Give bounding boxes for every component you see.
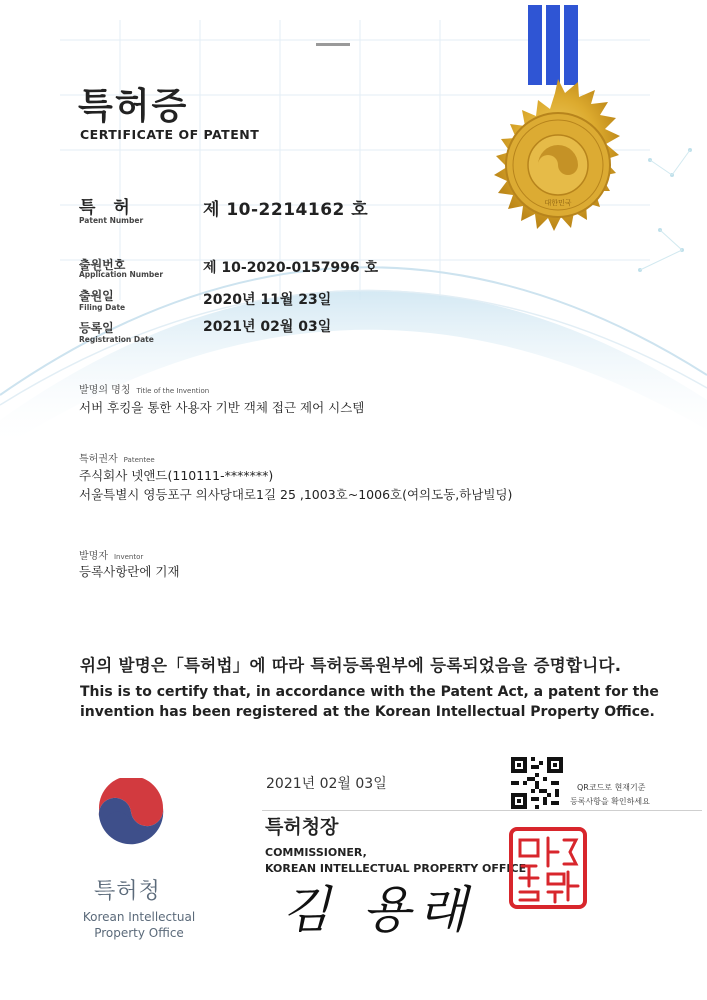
invention-label-ko: 발명의 명칭 bbox=[79, 385, 131, 396]
patentee-label-ko: 특허권자 bbox=[79, 454, 118, 465]
registration-date-value: 2021년 02월 03일 bbox=[203, 319, 332, 335]
invention-section-label bbox=[79, 378, 209, 397]
certificate-title-ko: 특허증 bbox=[78, 86, 189, 127]
patentee-name: 주식회사 넷앤드(110111-*******) bbox=[79, 468, 274, 483]
kipo-taegeuk-logo-icon bbox=[94, 778, 168, 852]
invention-title: 서버 후킹을 통한 사용자 기반 객체 접근 제어 시스템 bbox=[79, 400, 365, 415]
inventor-label-en: Inventor bbox=[113, 553, 144, 561]
kipo-name-en-line1: Korean Intellectual bbox=[82, 910, 196, 924]
filing-date-label-en: Filing Date bbox=[79, 303, 126, 312]
commissioner-signature: 김 용래 bbox=[282, 881, 475, 939]
inventor-value: 등록사항란에 기재 bbox=[79, 564, 180, 579]
registration-date-label-ko: 등록일 bbox=[79, 321, 114, 335]
application-number-label-ko: 출원번호 bbox=[79, 258, 126, 272]
certification-text-ko: 위의 발명은「특허법」에 따라 특허등록원부에 등록되었음을 증명합니다. bbox=[80, 656, 622, 675]
inventor-label-ko: 발명자 bbox=[79, 551, 108, 562]
issue-date: 2021년 02월 03일 bbox=[266, 776, 387, 792]
kipo-name-en-line2: Property Office bbox=[94, 926, 184, 940]
inventor-section-label bbox=[79, 544, 143, 563]
filing-date-value: 2020년 11월 23일 bbox=[203, 292, 332, 308]
qr-note-line1: QR코드로 현재기준 bbox=[577, 783, 646, 792]
patent-number-label-ko: 특 허 bbox=[79, 198, 136, 218]
patent-number-label-en: Patent Number bbox=[79, 216, 144, 225]
qr-note-line2: 등록사항을 확인하세요 bbox=[570, 797, 650, 806]
filing-date-label-ko: 출원일 bbox=[79, 289, 114, 303]
certification-text-en-line2: invention has been registered at the Korean Intellectual Property Office. bbox=[80, 704, 655, 720]
medal-text: 대한민국 bbox=[544, 199, 572, 207]
gold-medal-icon bbox=[470, 5, 650, 265]
qr-code-icon[interactable] bbox=[511, 757, 563, 809]
divider bbox=[262, 810, 702, 811]
patent-number-value: 제 10-2214162 호 bbox=[203, 200, 369, 220]
commissioner-title-ko: 특허청장 bbox=[265, 816, 339, 838]
commissioner-title-en-line1: COMMISSIONER, bbox=[265, 846, 367, 859]
official-seal-icon bbox=[508, 826, 588, 910]
certificate-title-en: CERTIFICATE OF PATENT bbox=[80, 127, 260, 142]
patentee-label-en: Patentee bbox=[123, 456, 155, 464]
patentee-section-label bbox=[79, 447, 155, 466]
registration-date-label-en: Registration Date bbox=[79, 335, 154, 344]
certification-text-en-line1: This is to certify that, in accordance with the Patent Act, a patent for the bbox=[80, 684, 659, 700]
commissioner-title-en-line2: KOREAN INTELLECTUAL PROPERTY OFFICE bbox=[265, 862, 527, 875]
application-number-label-en: Application Number bbox=[79, 270, 164, 279]
application-number-value: 제 10-2020-0157996 호 bbox=[203, 260, 379, 276]
invention-label-en: Title of the Invention bbox=[136, 387, 210, 395]
patentee-address: 서울특별시 영등포구 의사당대로1길 25 ,1003호~1006호(여의도동,하남빌딩) bbox=[79, 487, 513, 502]
kipo-name-ko: 특허청 bbox=[94, 879, 161, 904]
